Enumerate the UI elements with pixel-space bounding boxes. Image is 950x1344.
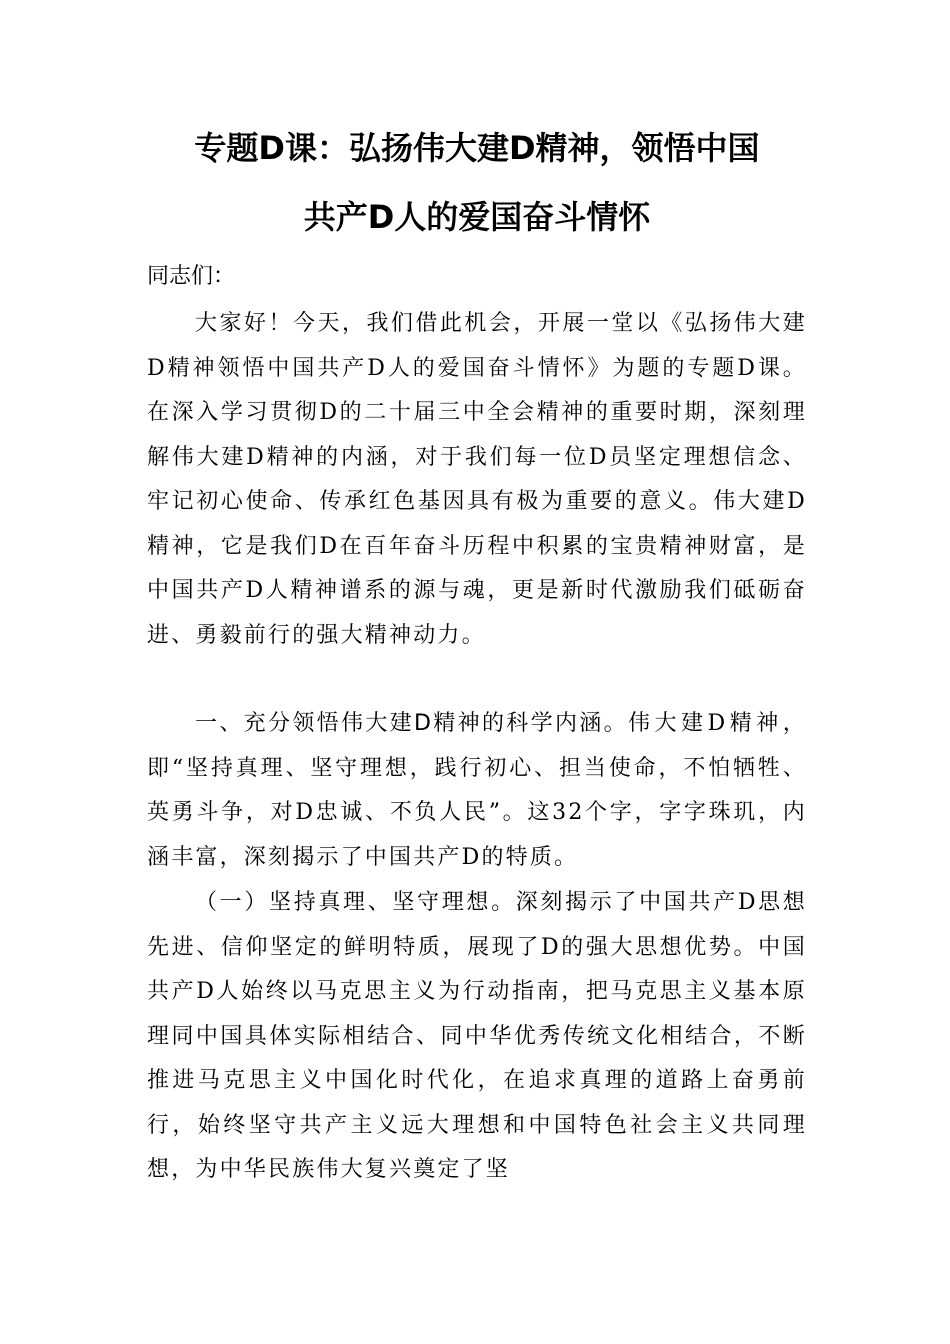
- paragraph-intro: [147, 302, 807, 658]
- subsection-one-text: （一）坚持真理、坚守理想。深刻揭示了中国共产D思想先进、信仰坚定的鲜明特质，展现了D的强大思想优势。中国共产D人始终以马克思主义为行动指南，把马克思主义基本原理同中国具体实际相结合、同中华优秀传统文化相结合，不断推进马克思主义中国化时代化，在追求真理的道路上奋勇前行，始终坚守共产主义远大理想和中国特色社会主义共同理想，为中华民族伟大复兴奠定了坚: [147, 890, 807, 1182]
- section-one-text: 伟大建D精神，即“坚持真理、坚守理想，践行初心、担当使命，不怕牺牲、英勇斗争，对D忠诚、不负人民”。这32个字，字字珠玑，内涵丰富，深刻揭示了中国共产D的特质。: [147, 711, 807, 870]
- paragraph-section-one: [147, 702, 807, 880]
- document-title-line-1: 专题D课：弘扬伟大建D精神，领悟中国: [194, 129, 760, 167]
- paragraph-intro-text: 大家好！今天，我们借此机会，开展一堂以《弘扬伟大建D精神领悟中国共产D人的爱国奋斗情怀》为题的专题D课。在深入学习贯彻D的二十届三中全会精神的重要时期，深刻理解伟大建D精神的内涵，对于我们每一位D员坚定理想信念、牢记初心使命、传承红色基因具有极为重要的意义。伟大建D精神，它是我们D在百年奋斗历程中积累的宝贵精神财富，是中国共产D人精神谱系的源与魂，更是新时代激励我们砥砺奋进、勇毅前行的强大精神动力。: [147, 311, 807, 648]
- section-one-heading: 一、充分领悟伟大建D精神的科学内涵。: [195, 711, 628, 736]
- salutation: 同志们：: [147, 264, 236, 289]
- paragraph-subsection-one: [147, 881, 807, 1193]
- document-title-line-2: 共产D人的爱国奋斗情怀: [303, 198, 651, 236]
